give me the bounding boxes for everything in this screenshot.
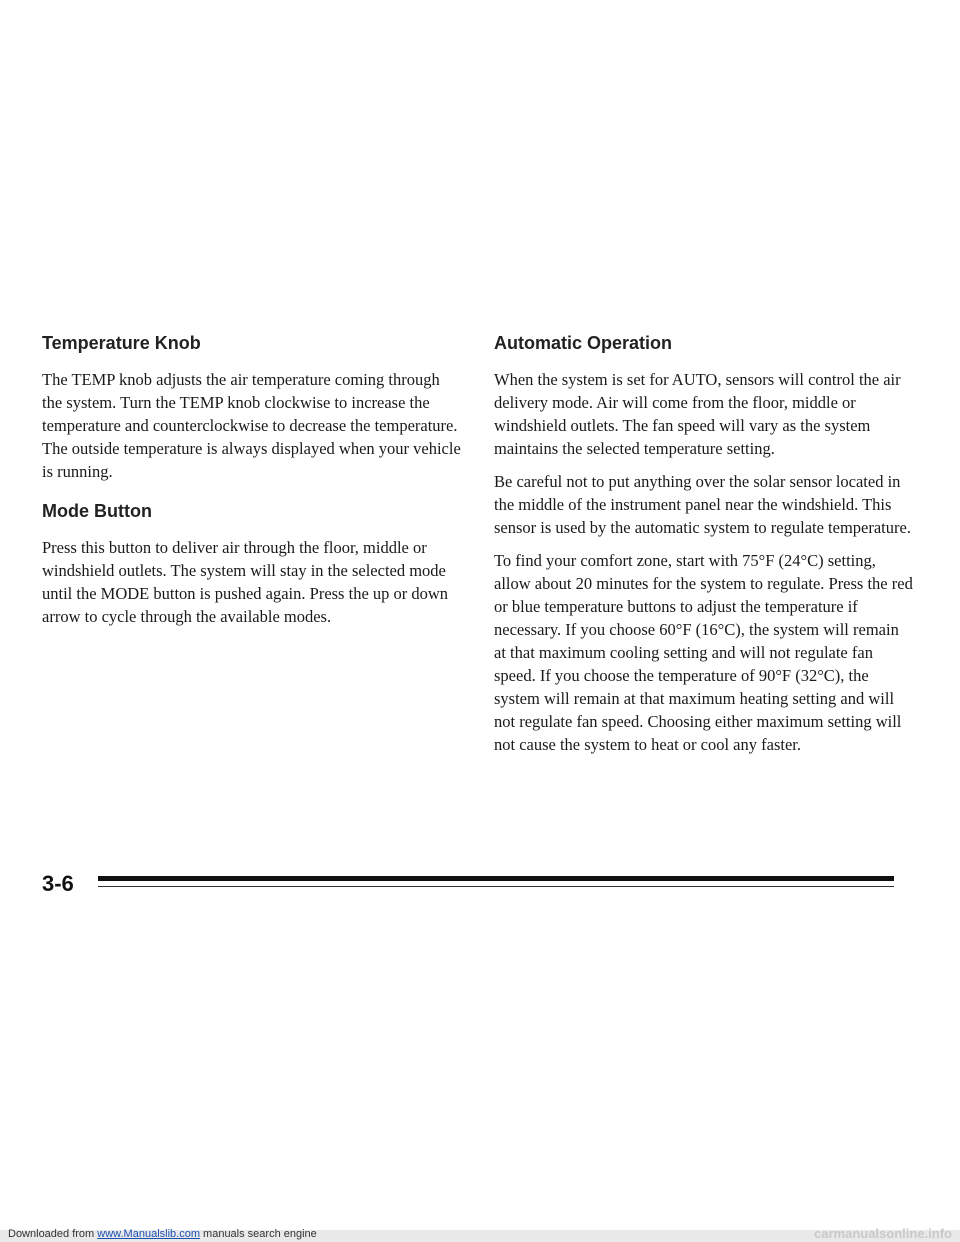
footer-suffix: manuals search engine xyxy=(199,1228,317,1240)
manualslib-link[interactable]: www.Manualslib.com xyxy=(97,1228,200,1240)
right-column xyxy=(494,333,914,766)
temperature-knob-text: The TEMP knob adjusts the air temperature coming through the system. Turn the TEMP knob clockwise to increase the temperature and counterclockwise to decrease the temperature. The outside temperature is always displayed when your vehicle is running. xyxy=(42,370,461,481)
footer-prefix: Downloaded from xyxy=(8,1228,98,1240)
mode-button-text: Press this button to deliver air through the floor, middle or windshield outlets. The system will stay in the selected mode until the MODE button is pushed again. Press the up or down arrow to cycle through the available modes. xyxy=(42,538,449,626)
automatic-operation-paragraph-1: When the system is set for AUTO, sensors will control the air delivery mode. Air will come from the floor, middle or windshield outlets. The fan speed will vary as the system maintains the selected temperature setting. xyxy=(494,370,901,458)
temperature-knob-heading: Temperature Knob xyxy=(42,333,201,353)
mode-button-heading: Mode Button xyxy=(42,501,152,521)
left-column xyxy=(42,333,462,638)
automatic-operation-paragraph-3: To find your comfort zone, start with 75°F (24°C) setting, allow about 20 minutes for the system to regulate. Press the red or blue temperature buttons to adjust the temperature if necessary. If you choose 60°F (16°C), the system will remain at that maximum cooling setting and will not regulate fan speed. If you choose the temperature of 90°F (32°C), the system will remain at that maximum heating setting and will not regulate fan speed. Choosing either maximum setting will not cause the system to heat or cool any faster. xyxy=(494,551,913,754)
watermark: carmanualsonline.info xyxy=(814,1226,952,1241)
automatic-operation-paragraph-2: Be careful not to put anything over the solar sensor located in the middle of the instrument panel near the windshield. This sensor is used by the automatic system to regulate temperature. xyxy=(494,472,911,537)
automatic-operation-heading: Automatic Operation xyxy=(494,333,673,353)
download-footer xyxy=(8,1228,317,1240)
page-number: 3-6 xyxy=(42,871,74,896)
footer-rule-thick xyxy=(98,876,894,881)
footer-rule-thin xyxy=(98,886,894,887)
